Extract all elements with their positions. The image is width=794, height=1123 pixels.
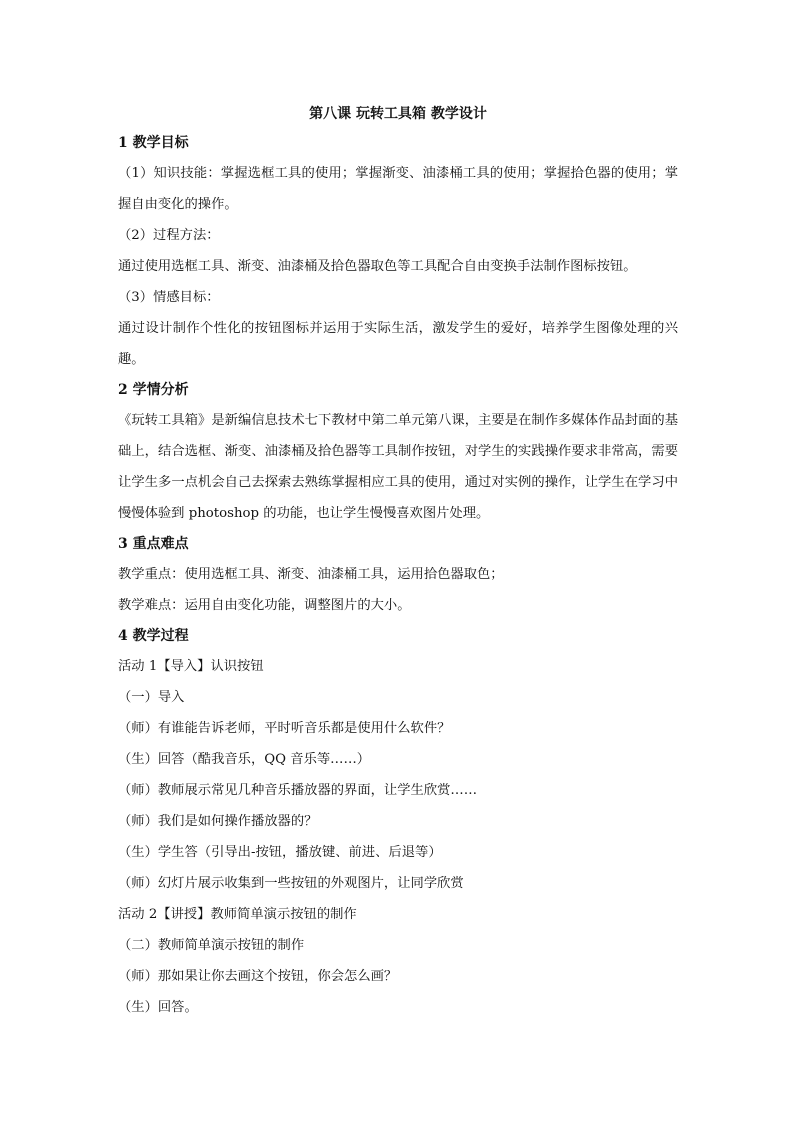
process-line: （师）我们是如何操作播放器的？ xyxy=(118,814,318,829)
process-line: （师）幻灯片展示收集到一些按钮的外观图片，让同学欣赏 xyxy=(118,876,464,891)
paragraph-emotion-goal-label: （3）情感目标： xyxy=(118,290,220,305)
process-line: （师）教师展示常见几种音乐播放器的界面，让学生欣赏…… xyxy=(118,783,478,798)
document-body xyxy=(118,101,678,1023)
process-line: （一）导入 xyxy=(118,690,185,705)
process-line: （师）那如果让你去画这个按钮，你会怎么画？ xyxy=(118,969,398,984)
section-heading-analysis: 2 学情分析 xyxy=(118,382,189,398)
paragraph-difficulty: 教学难点：运用自由变化功能，调整图片的大小。 xyxy=(118,598,411,613)
paragraph-process-method: 通过使用选框工具、渐变、油漆桶及拾色器取色等工具配合自由变换手法制作图标按钮。 xyxy=(118,259,637,274)
paragraph-process-method-label: （2）过程方法： xyxy=(118,228,220,243)
section-heading-objectives: 1 教学目标 xyxy=(118,135,189,151)
section-heading-process: 4 教学过程 xyxy=(118,628,189,644)
process-line: （二）教师简单演示按钮的制作 xyxy=(118,938,305,953)
paragraph-knowledge-skills: （1）知识技能：掌握选框工具的使用；掌握渐变、油漆桶工具的使用；掌握拾色器的使用；掌握自由变化的操作。 xyxy=(118,166,678,212)
process-line: （生）回答（酷我音乐，QQ 音乐等……） xyxy=(118,752,371,767)
process-line: （师）有谁能告诉老师，平时听音乐都是使用什么软件？ xyxy=(118,721,451,736)
process-line: （生）回答。 xyxy=(118,1000,198,1015)
section-heading-keypoints: 3 重点难点 xyxy=(118,536,189,552)
paragraph-key-focus: 教学重点：使用选框工具、渐变、油漆桶工具，运用拾色器取色； xyxy=(118,567,504,582)
process-line: （生）学生答（引导出-按钮，播放键、前进、后退等） xyxy=(118,845,442,860)
paragraph-emotion-goal: 通过设计制作个性化的按钮图标并运用于实际生活，激发学生的爱好，培养学生图像处理的兴趣。 xyxy=(118,321,678,367)
process-line: 活动 2【讲授】教师简单演示按钮的制作 xyxy=(118,907,357,922)
paragraph-analysis: 《玩转工具箱》是新编信息技术七下教材中第二单元第八课，主要是在制作多媒体作品封面的基础上，结合选框、渐变、油漆桶及拾色器等工具制作按钮，对学生的实践操作要求非常高，需要让学生多一点机会自己去探索去熟练掌握相应工具的使用，通过对实例的操作，让学生在学习中慢慢体验到 photoshop 的功能，也让学生慢慢喜欢图片处理。 xyxy=(118,413,678,521)
process-line: 活动 1【导入】认识按钮 xyxy=(118,659,264,674)
page-title: 第八课 玩转工具箱 教学设计 xyxy=(309,106,487,122)
